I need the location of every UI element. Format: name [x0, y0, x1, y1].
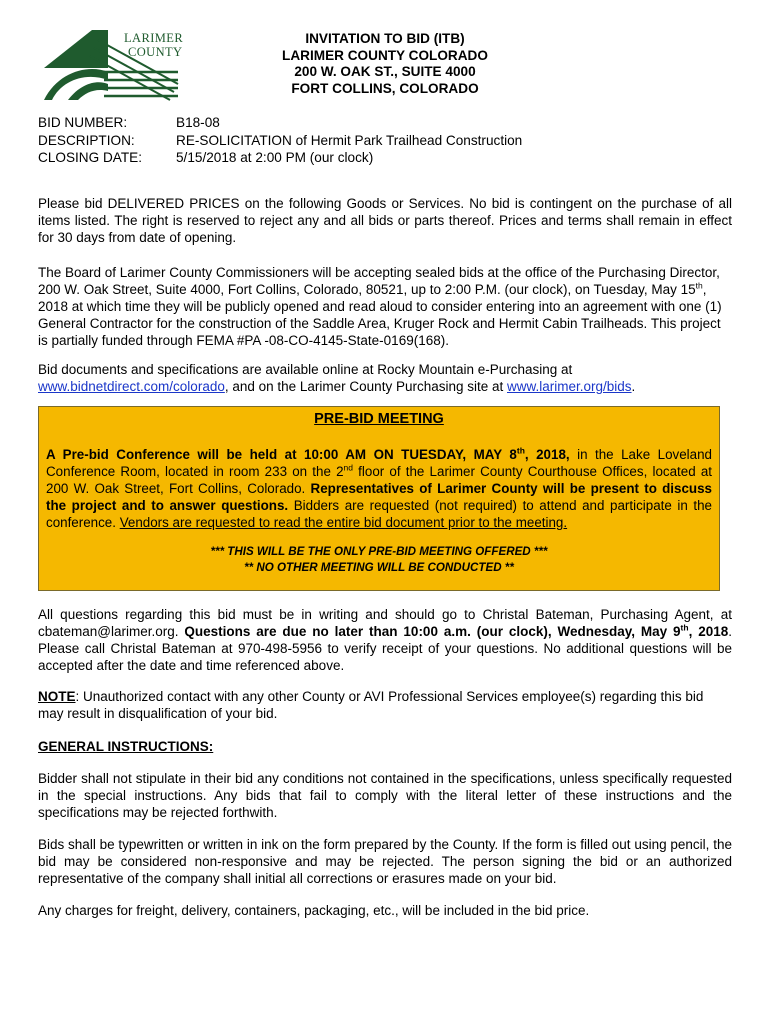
logo-text-line2: COUNTY — [128, 45, 183, 59]
larimer-bids-link[interactable]: www.larimer.org/bids — [507, 379, 632, 394]
general-instructions-p1: Bidder shall not stipulate in their bid any conditions not contained in the specifications, unless specifically requested in the special instructions. Any bids that fail to comply with the literal letter of these instructions and the specifications may be rejected forthwith. — [38, 771, 732, 820]
header-agency: LARIMER COUNTY COLORADO — [282, 47, 488, 63]
bidnet-link[interactable]: www.bidnetdirect.com/colorado — [38, 379, 225, 394]
closing-date-row — [38, 149, 522, 167]
document-header — [200, 31, 570, 97]
description-value: RE-SOLICITATION of Hermit Park Trailhead Construction — [176, 132, 523, 148]
prebid-meeting-box — [38, 406, 720, 591]
prebid-title: PRE-BID MEETING — [314, 411, 444, 427]
bid-number-label: BID NUMBER: — [38, 115, 128, 130]
description-label: DESCRIPTION: — [38, 132, 135, 148]
logo-wave-icon — [68, 82, 108, 100]
note-paragraph: NOTE: Unauthorized contact with any other County or AVI Professional Services employee(s) regarding this bid may result in disqualification of your bid. — [38, 689, 704, 721]
questions-paragraph: All questions regarding this bid must be in writing and should go to Christal Bateman, Purchasing Agent, at cbateman@larimer.org. Questions are due no later than 10:00 a.m. (our clock), Wednesday, May 9th, 2018. Please call Christal Bateman at 970-498-5956 to verify receipt of your questions. No additional questions will be accepted after the date and time referenced above. — [38, 607, 732, 673]
intro-paragraph: Please bid DELIVERED PRICES on the following Goods or Services. No bid is contingent on the purchase of all items listed. The right is reserved to reject any and all bids or parts thereof. Prices and terms shall remain in effect for 30 days from date of opening. — [38, 196, 732, 245]
general-instructions-heading: GENERAL INSTRUCTIONS: — [38, 739, 214, 754]
header-title: INVITATION TO BID (ITB) — [305, 31, 465, 46]
note-label: NOTE — [38, 689, 76, 704]
bid-number-value: B18-08 — [176, 115, 220, 130]
header-address: 200 W. OAK ST., SUITE 4000 — [294, 64, 476, 80]
prebid-notice-line2: ** NO OTHER MEETING WILL BE CONDUCTED ** — [244, 560, 514, 574]
closing-date-label: CLOSING DATE: — [38, 150, 142, 165]
prebid-body: A Pre-bid Conference will be held at 10:00 AM ON TUESDAY, MAY 8th, 2018, in the Lake Loveland Conference Room, located in room 233 on the 2nd floor of the Larimer County Courthouse Offices, located at 200 W. Oak Street, Fort Collins, Colorado. Representatives of Larimer County will be present to discuss the project and to answer questions. Bidders are requested (not required) to attend and participate in the conference. Vendors are requested to read the entire bid document prior to the meeting. — [46, 445, 712, 530]
bid-number-row — [38, 114, 522, 132]
bid-info — [38, 114, 522, 167]
prebid-notice-line1: *** THIS WILL BE THE ONLY PRE-BID MEETING OFFERED *** — [210, 545, 548, 558]
description-row — [38, 132, 522, 150]
larimer-county-logo — [38, 28, 188, 104]
header-city: FORT COLLINS, COLORADO — [291, 80, 479, 96]
logo-text-line1: LARIMER — [124, 31, 184, 45]
prebid-notice — [39, 544, 719, 575]
board-paragraph: The Board of Larimer County Commissioners will be accepting sealed bids at the office of the Purchasing Director, 200 W. Oak Street, Suite 4000, Fort Collins, Colorado, 80521, up to 2:00 P.M. (our clock), on Tuesday, May 15th, 2018 at which time they will be publicly opened and read aloud to consider entering into an agreement with one (1) General Contractor for the construction of the Saddle Area, Kruger Rock and Hermit Cabin Trailheads. This project is partially funded through FEMA #PA -08-CO-4145-State-0169(168). — [38, 265, 722, 348]
general-instructions-p2: Bids shall be typewritten or written in ink on the form prepared by the County. If the form is filled out using pencil, the bid may be considered non-responsive and may be rejected. The person signing the bid or an authorized representative of the company shall initial all corrections or erasures made on your bid. — [38, 837, 732, 886]
documents-paragraph: Bid documents and specifications are available online at Rocky Mountain e-Purchasing at www.bidnetdirect.com/colorado, and on the Larimer County Purchasing site at www.larimer.org/bids. — [38, 362, 636, 394]
general-instructions-p3: Any charges for freight, delivery, containers, packaging, etc., will be included in the bid price. — [38, 903, 590, 918]
closing-date-value: 5/15/2018 at 2:00 PM (our clock) — [176, 150, 374, 165]
